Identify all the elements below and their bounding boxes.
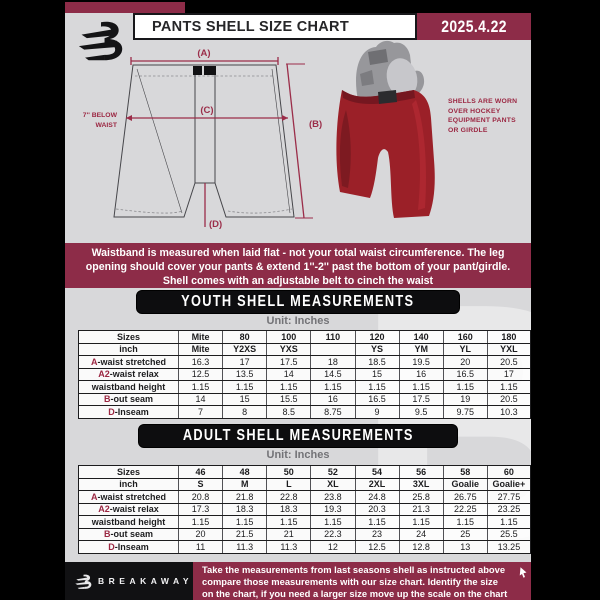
table-cell: 20: [178, 529, 222, 541]
table-row: [78, 528, 531, 541]
row-label: B -out seam: [78, 529, 178, 541]
adult-unit-label: Unit: Inches: [266, 449, 330, 461]
row-label: D -Inseam: [78, 541, 178, 553]
table-row: [78, 330, 531, 343]
table-cell: 19: [443, 394, 487, 406]
table-cell: 15: [355, 369, 399, 381]
table-cell: 27.75: [487, 491, 531, 503]
table-cell: 8.5: [266, 406, 310, 418]
table-cell: 17: [487, 369, 531, 381]
table-cell: Goalie: [443, 479, 487, 491]
page-title-box: [133, 13, 417, 40]
table-cell: 20.5: [487, 394, 531, 406]
brand-name: BREAKAWAY: [98, 576, 193, 586]
caption-line: SHELLS ARE WORN: [448, 98, 518, 105]
table-cell: 11.3: [222, 541, 266, 553]
table-cell: 26.75: [443, 491, 487, 503]
table-cell: 23: [355, 529, 399, 541]
row-label: inch: [78, 344, 178, 356]
table-cell: YM: [399, 344, 443, 356]
table-cell: Mite: [178, 331, 222, 343]
dim-label-b: (B): [309, 119, 323, 130]
table-cell: 13: [443, 541, 487, 553]
table-cell: 1.15: [399, 516, 443, 528]
row-label: A -waist stretched: [78, 356, 178, 368]
dim-label-a: (A): [197, 48, 211, 59]
measurement-notice-banner: [65, 243, 531, 288]
footer-note-line: on the chart, if you need a larger size move up the scale on the chart: [202, 588, 508, 600]
row-label: B -out seam: [78, 394, 178, 406]
table-cell: 9.5: [399, 406, 443, 418]
table-cell: 21: [266, 529, 310, 541]
table-row: [78, 405, 531, 418]
table-cell: 20.3: [355, 504, 399, 516]
table-cell: 48: [222, 466, 266, 478]
table-cell: 22.25: [443, 504, 487, 516]
page-title: PANTS SHELL SIZE CHART: [152, 18, 349, 35]
table-cell: 180: [487, 331, 531, 343]
table-cell: 1.15: [355, 381, 399, 393]
table-cell: 80: [222, 331, 266, 343]
table-cell: 18.5: [355, 356, 399, 368]
table-cell: 1.15: [222, 516, 266, 528]
table-cell: 17.5: [399, 394, 443, 406]
table-row: [78, 368, 531, 381]
row-label: inch: [78, 479, 178, 491]
table-cell: 1.15: [310, 516, 354, 528]
table-cell: 22.3: [310, 529, 354, 541]
table-cell: 120: [355, 331, 399, 343]
table-cell: 1.15: [310, 381, 354, 393]
table-cell: 17.3: [178, 504, 222, 516]
table-cell: 1.15: [355, 516, 399, 528]
table-cell: 1.15: [178, 516, 222, 528]
table-cell: 19.3: [310, 504, 354, 516]
table-cell: M: [222, 479, 266, 491]
row-label: A2 -waist relax: [78, 504, 178, 516]
table-cell: Mite: [178, 344, 222, 356]
table-cell: YL: [443, 344, 487, 356]
table-cell: 1.15: [443, 381, 487, 393]
table-cell: 14.5: [310, 369, 354, 381]
table-cell: 56: [399, 466, 443, 478]
table-cell: 2XL: [355, 479, 399, 491]
table-cell: 21.3: [399, 504, 443, 516]
caption-line: OR GIRDLE: [448, 126, 488, 134]
dim-label-d: (D): [209, 219, 223, 230]
table-cell: 18.3: [222, 504, 266, 516]
table-row: [78, 465, 531, 478]
table-cell: YXS: [266, 344, 310, 356]
table-cell: 22.8: [266, 491, 310, 503]
table-cell: 25.8: [399, 491, 443, 503]
caption-line: EQUIPMENT PANTS: [448, 117, 516, 125]
table-cell: 12: [310, 541, 354, 553]
row-label: A -waist stretched: [78, 491, 178, 503]
table-cell: 12.5: [355, 541, 399, 553]
waist-note-line2: WAIST: [95, 122, 117, 129]
adult-section-header: [65, 424, 531, 448]
footer-instructions-box: [193, 562, 531, 600]
table-cell: 24: [399, 529, 443, 541]
table-cell: 19.5: [399, 356, 443, 368]
table-cell: 52: [310, 466, 354, 478]
table-cell: 11.3: [266, 541, 310, 553]
table-cell: 13.25: [487, 541, 531, 553]
table-cell: 8: [222, 406, 266, 418]
table-cell: 16.5: [355, 394, 399, 406]
table-cell: 1.15: [266, 381, 310, 393]
table-row: [78, 503, 531, 516]
size-chart-page: [65, 13, 531, 600]
table-cell: 7: [178, 406, 222, 418]
table-cell: 11: [178, 541, 222, 553]
belt-buckle: [193, 66, 202, 75]
table-cell: 24.8: [355, 491, 399, 503]
table-cell: 16: [399, 369, 443, 381]
footer-note-line: Take the measurements from last seasons shell as instructed above: [202, 564, 506, 575]
table-cell: YS: [355, 344, 399, 356]
table-row: [78, 515, 531, 528]
table-cell: 1.15: [222, 381, 266, 393]
table-cell: 140: [399, 331, 443, 343]
table-cell: 23.25: [487, 504, 531, 516]
date-text: 2025.4.22: [441, 16, 507, 36]
table-cell: 54: [355, 466, 399, 478]
table-cell: 15.5: [266, 394, 310, 406]
table-cell: 3XL: [399, 479, 443, 491]
table-row: [78, 490, 531, 503]
table-cell: L: [266, 479, 310, 491]
table-cell: 1.15: [178, 381, 222, 393]
table-cell: 17.5: [266, 356, 310, 368]
table-cell: 16: [310, 394, 354, 406]
mouse-cursor-icon: [519, 567, 528, 578]
row-label: D -Inseam: [78, 406, 178, 418]
youth-measurements-table: [78, 330, 531, 419]
table-cell: 18.3: [266, 504, 310, 516]
footer-brand-box: [65, 562, 193, 600]
table-cell: 100: [266, 331, 310, 343]
table-cell: 14: [266, 369, 310, 381]
table-cell: 58: [443, 466, 487, 478]
adult-heading: ADULT SHELL MEASUREMENTS: [182, 427, 414, 444]
row-label: Sizes: [78, 466, 178, 478]
top-accent-bar: [65, 2, 185, 13]
table-cell: 1.15: [487, 381, 531, 393]
table-cell: 160: [443, 331, 487, 343]
table-cell: 10.3: [487, 406, 531, 418]
table-cell: 20: [443, 356, 487, 368]
breakaway-logo-small-icon: [75, 570, 92, 592]
notice-line: opening should cover your pants & extend 1''-2'' past the bottom of your pant/girdle.: [85, 261, 511, 274]
notice-line: Waistband is measured when laid flat - not your total waist circumference. The leg: [91, 247, 505, 259]
table-cell: 110: [310, 331, 354, 343]
table-row: [78, 478, 531, 491]
youth-heading: YOUTH SHELL MEASUREMENTS: [181, 293, 415, 310]
table-cell: 1.15: [266, 516, 310, 528]
table-cell: 21.8: [222, 491, 266, 503]
table-cell: 23.8: [310, 491, 354, 503]
table-row: [78, 343, 531, 356]
table-cell: 9.75: [443, 406, 487, 418]
table-cell: XL: [310, 479, 354, 491]
caption-line: OVER HOCKEY: [448, 107, 501, 115]
youth-section-header: [65, 290, 531, 314]
row-label: waistband height: [78, 381, 178, 393]
photo-caption: [448, 97, 530, 135]
table-row: [78, 393, 531, 406]
table-cell: 21.5: [222, 529, 266, 541]
table-cell: Y2XS: [222, 344, 266, 356]
row-label: A2 -waist relax: [78, 369, 178, 381]
table-cell: 1.15: [487, 516, 531, 528]
table-cell: S: [178, 479, 222, 491]
table-cell: 1.15: [399, 381, 443, 393]
table-row: [78, 540, 531, 553]
youth-unit-label: Unit: Inches: [266, 315, 330, 327]
table-cell: Goalie+: [487, 479, 531, 491]
table-cell: [310, 344, 354, 356]
notice-line: Shell comes with an adjustable belt to cinch the waist: [162, 275, 434, 288]
table-cell: 13.5: [222, 369, 266, 381]
table-cell: 15: [222, 394, 266, 406]
table-cell: 46: [178, 466, 222, 478]
table-cell: 20.5: [487, 356, 531, 368]
dim-label-c: (C): [200, 105, 214, 116]
table-cell: YXL: [487, 344, 531, 356]
table-cell: 12.5: [178, 369, 222, 381]
table-cell: 17: [222, 356, 266, 368]
table-cell: 25.5: [487, 529, 531, 541]
table-cell: 1.15: [443, 516, 487, 528]
shell-pants-photo: [328, 40, 450, 222]
table-cell: 9: [355, 406, 399, 418]
adult-measurements-table: [78, 465, 531, 554]
table-cell: 20.8: [178, 491, 222, 503]
table-cell: 14: [178, 394, 222, 406]
table-cell: 60: [487, 466, 531, 478]
table-row: [78, 355, 531, 368]
footer-note-line: compare those measurements with our size chart. Identify the size: [202, 576, 498, 588]
row-label: Sizes: [78, 331, 178, 343]
row-label: waistband height: [78, 516, 178, 528]
table-cell: 12.8: [399, 541, 443, 553]
table-cell: 16.5: [443, 369, 487, 381]
date-badge: [417, 13, 531, 40]
table-cell: 18: [310, 356, 354, 368]
table-cell: 25: [443, 529, 487, 541]
table-cell: 8.75: [310, 406, 354, 418]
table-row: [78, 380, 531, 393]
table-cell: 50: [266, 466, 310, 478]
table-cell: 16.3: [178, 356, 222, 368]
waist-note-line1: 7'' BELOW: [83, 112, 117, 119]
